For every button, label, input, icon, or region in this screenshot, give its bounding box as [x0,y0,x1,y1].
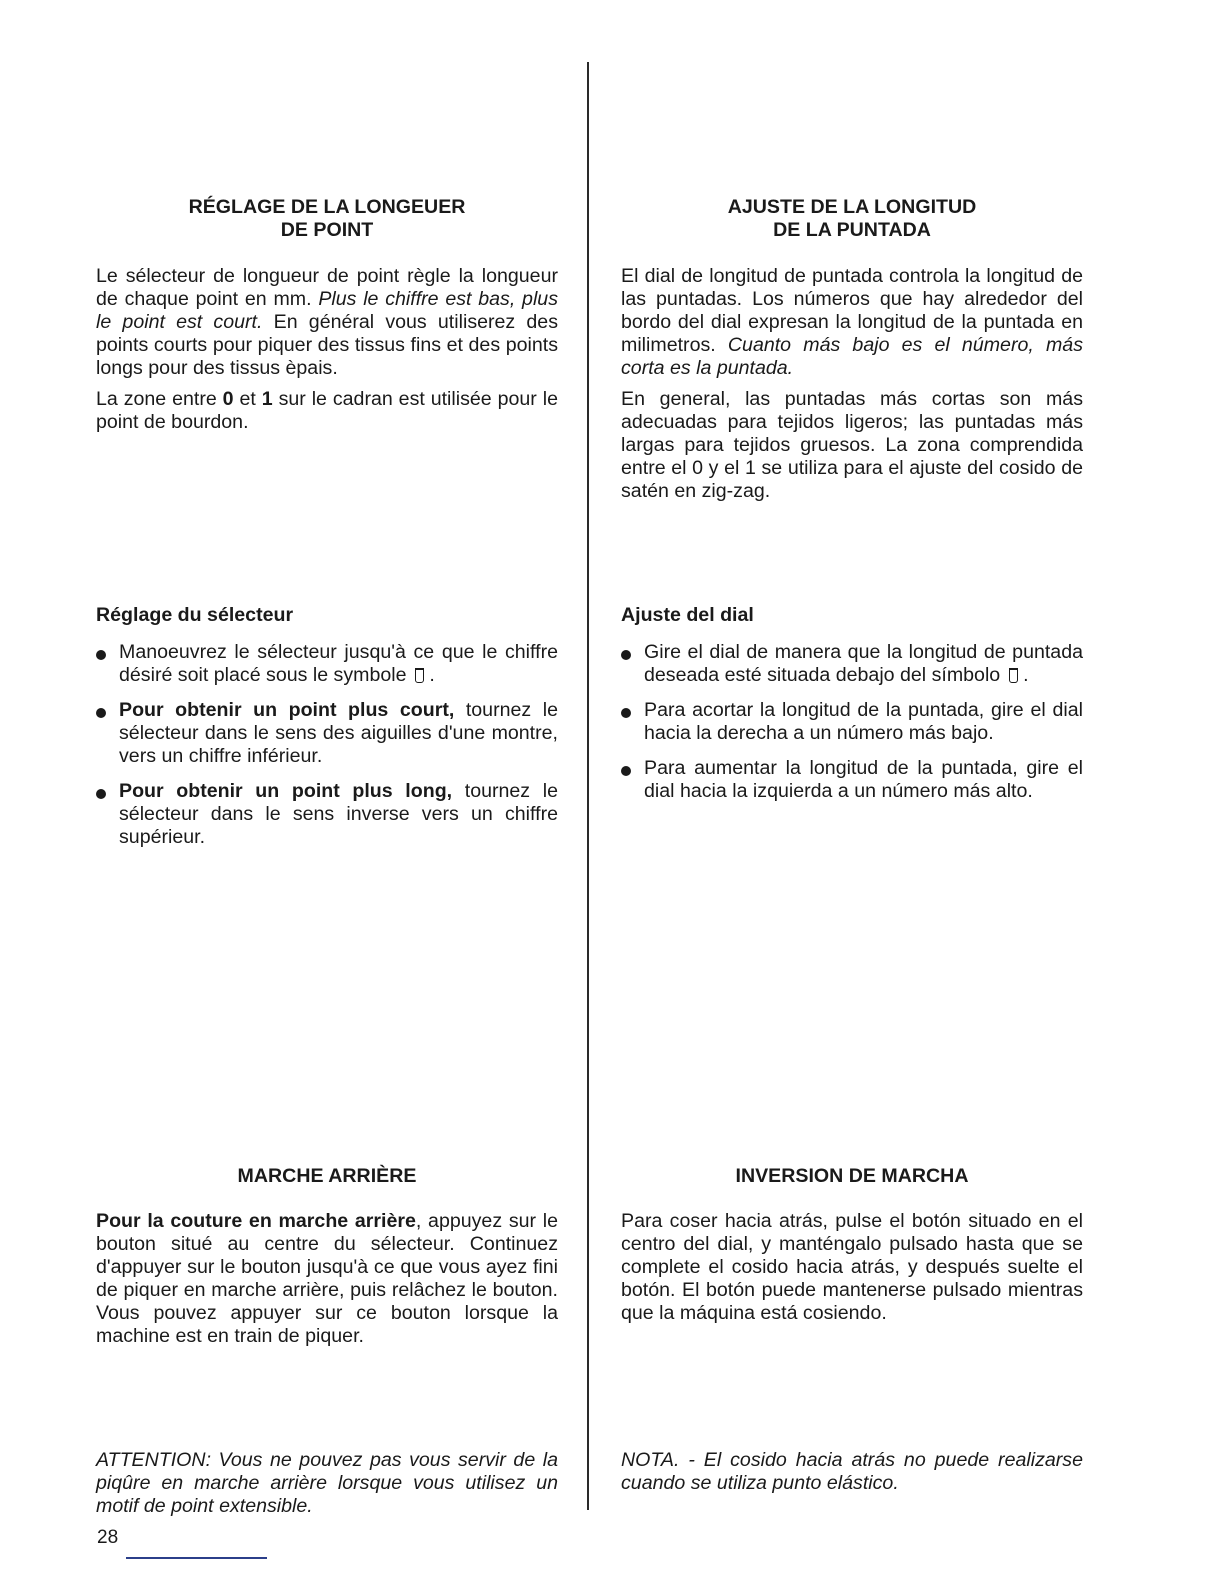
bullet-icon [621,650,631,660]
list-item: Pour obtenir un point plus court, tournez le sélecteur dans le sens des aiguilles d'une montre, vers un chiffre inférieur. [96,699,558,768]
fr-paragraph-zone: La zone entre 0 et 1 sur le cadran est utilisée pour le point de bourdon. [96,388,558,433]
list-item: Pour obtenir un point plus long, tournez le sélecteur dans le sens inverse vers un chiffre supérieur. [96,780,558,849]
es-section-reverse [621,1165,1083,1325]
list-item: Para acortar la longitud de la puntada, gire el dial hacia la derecha a un número más bajo. [621,699,1083,745]
fr-section-reverse [96,1165,558,1348]
fr-bullet-list [96,641,558,849]
bullet-icon [96,789,106,799]
es-title-stitch-length: AJUSTE DE LA LONGITUD DE LA PUNTADA [727,196,977,241]
bullet-icon [621,708,631,718]
fr-paragraph-intro: Le sélecteur de longueur de point règle la longueur de chaque point en mm. Plus le chiffre est bas, plus le point est court. En général vous utiliserez des points courts pour piquer des tissus fins et des points longs pour des tissus èpais. [96,265,559,379]
es-section-stitch-length [621,196,1083,503]
page-number: 28 [97,1527,119,1548]
es-subtitle-dial: Ajuste del dial [621,604,754,626]
list-item: Manoeuvrez le sélecteur jusqu'à ce que le chiffre désiré soit placé sous le symbole . [96,641,558,687]
bullet-icon [621,766,631,776]
fr-section-stitch-length [96,196,558,434]
fr-title-reverse: MARCHE ARRIÈRE [237,1165,417,1187]
list-item: Para aumentar la longitud de la puntada, gire el dial hacia la izquierda a un número más alto. [621,757,1083,803]
fr-title-stitch-length: RÉGLAGE DE LA LONGEUER DE POINT [188,196,466,241]
bullet-icon [96,650,106,660]
fr-section-selector [96,604,558,849]
es-note: NOTA. - El cosido hacia atrás no puede realizarse cuando se utiliza punto elástico. [621,1449,1083,1494]
es-paragraph-intro: El dial de longitud de puntada controla la longitud de las puntadas. Los números que hay alrededor del bordo del dial expresan la longitud de la puntada en milimetros. Cuanto más bajo es el número, más corta es la puntada. [621,265,1084,379]
stitch-length-symbol-icon [415,668,424,683]
stitch-length-symbol-icon [1009,668,1018,683]
es-bullet-list [621,641,1083,803]
column-divider [587,62,589,1510]
es-paragraph-reverse: Para coser hacia atrás, pulse el botón situado en el centro del dial, y manténgalo pulsado hasta que se complete el cosido hacia atrás, y después suelte el botón. El botón puede mantenerse pulsado mientras que la máquina está cosiendo. [621,1210,1083,1324]
es-paragraph-general: En general, las puntadas más cortas son más adecuadas para tejidos ligeros; las puntadas más largas para tejidos gruesos. La zona comprendida entre el 0 y el 1 se utiliza para el ajuste del cosido de satén en zig-zag. [621,388,1083,502]
es-title-reverse: INVERSION DE MARCHA [735,1165,969,1187]
bullet-icon [96,708,106,718]
footer-rule [126,1557,267,1559]
es-section-dial [621,604,1083,803]
fr-paragraph-reverse: Pour la couture en marche arrière, appuyez sur le bouton situé au centre du sélecteur. Continuez d'appuyer sur le bouton jusqu'à ce que vous ayez fini de piquer en marche arrière, puis relâchez le bouton. Vous pouvez appuyer sur ce bouton lorsque la machine est en train de piquer. [96,1210,558,1347]
list-item: Gire el dial de manera que la longitud de puntada deseada esté situada debajo del símbolo . [621,641,1083,687]
fr-subtitle-selector: Réglage du sélecteur [96,604,294,626]
fr-note-attention: ATTENTION: Vous ne pouvez pas vous servir de la piqûre en marche arrière lorsque vous utilisez un motif de point extensible. [96,1449,558,1517]
